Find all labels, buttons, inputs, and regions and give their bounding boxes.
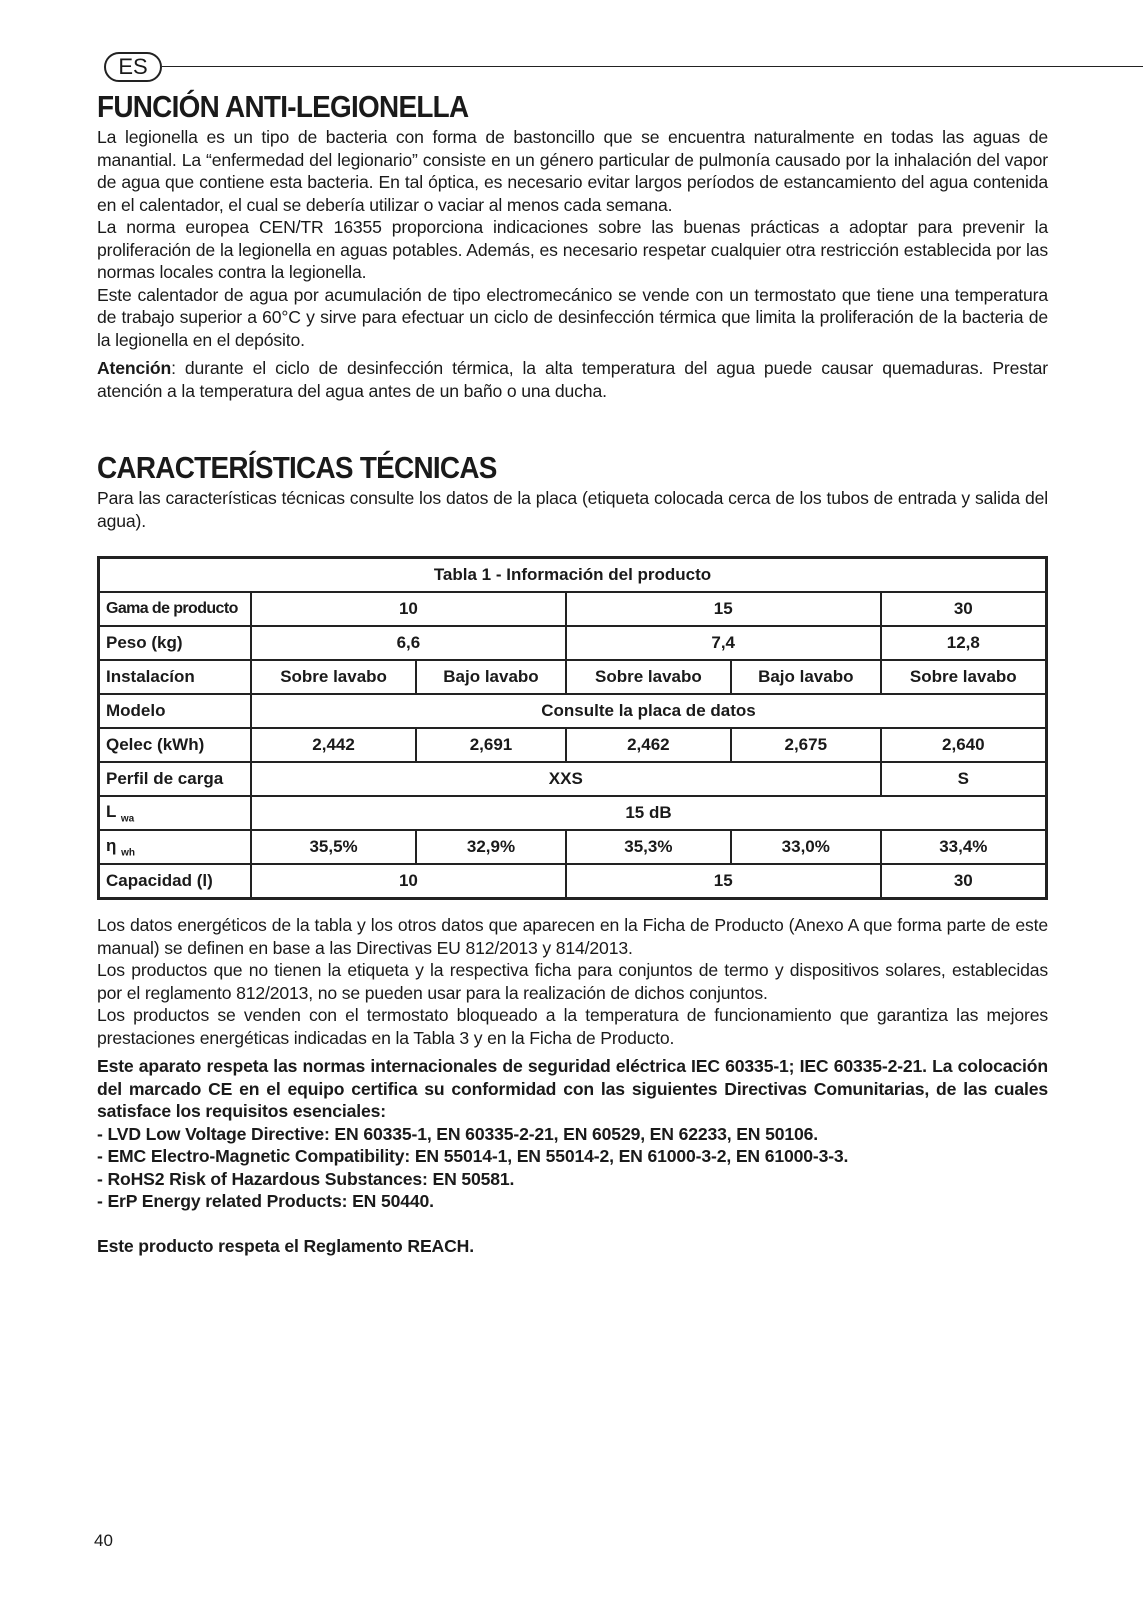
header-rule <box>162 66 1143 67</box>
language-badge: ES <box>104 52 162 82</box>
row-label: Gama de producto <box>99 592 252 626</box>
row-label: Perfil de carga <box>99 762 252 796</box>
directive-item: - ErP Energy related Products: EN 50440. <box>97 1191 434 1211</box>
table-row <box>99 592 1047 626</box>
attention-label: Atención <box>97 358 172 378</box>
page-number: 40 <box>94 1531 113 1550</box>
row-label: Peso (kg) <box>99 626 252 660</box>
table-cell: 2,691 <box>416 728 566 762</box>
row-label-main: η <box>106 835 117 855</box>
row-label <box>99 830 252 864</box>
directive-item: - RoHS2 Risk of Hazardous Substances: EN 50581. <box>97 1168 515 1189</box>
table-cell: 2,462 <box>566 728 731 762</box>
table-cell: Bajo lavabo <box>731 660 881 694</box>
directive-item: - EMC Electro-Magnetic Compatibility: EN 55014-1, EN 55014-2, EN 61000-3-2, EN 61000-3-3. <box>97 1146 849 1166</box>
table-cell: 12,8 <box>881 626 1047 660</box>
table-cell: 33,0% <box>731 830 881 864</box>
table-row <box>99 626 1047 660</box>
table-cell: Sobre lavabo <box>881 660 1047 694</box>
table-cell: 35,5% <box>251 830 416 864</box>
table-row <box>99 762 1047 796</box>
table-cell: 7,4 <box>566 626 881 660</box>
paragraph: Este calentador de agua por acumulación de tipo electromecánico se vende con un termostato que tiene una temperatura de trabajo superior a 60°C y sirve para efectuar un ciclo de desinfección térmica que limita la proliferación de la bacteria de la legionella en el depósito. <box>97 284 1048 350</box>
table-cell: 30 <box>881 592 1047 626</box>
table-cell: 2,442 <box>251 728 416 762</box>
product-info-table <box>97 556 1048 900</box>
row-label: Capacidad (l) <box>99 864 252 899</box>
table-cell: 10 <box>251 592 566 626</box>
table-cell: 15 <box>566 592 881 626</box>
table-cell: 10 <box>251 864 566 899</box>
directive-item: - LVD Low Voltage Directive: EN 60335-1, EN 60335-2-21, EN 60529, EN 62233, EN 50106. <box>97 1123 819 1144</box>
paragraph: Los datos energéticos de la tabla y los otros datos que aparecen en la Ficha de Producto (Anexo A que forma parte de este manual) se definen en base a las Directivas EU 812/2013 y 814/2013. <box>97 915 1048 958</box>
table-row <box>99 694 1047 728</box>
row-label-sub: wh <box>121 847 136 859</box>
table-cell: 35,3% <box>566 830 731 864</box>
row-label <box>99 796 252 830</box>
row-label: Modelo <box>99 694 252 728</box>
reach-statement: Este producto respeta el Reglamento REACH. <box>97 1235 474 1256</box>
table-cell: S <box>881 762 1047 796</box>
table-cell: XXS <box>251 762 881 796</box>
table-cell: Sobre lavabo <box>566 660 731 694</box>
attention-text: : durante el ciclo de desinfección térmica, la alta temperatura del agua puede causar quemaduras. Prestar atención a la temperatura del agua antes de un baño o una ducha. <box>97 358 1048 401</box>
table-cell: 2,675 <box>731 728 881 762</box>
paragraph: Los productos que no tienen la etiqueta y la respectiva ficha para conjuntos de termo y dispositivos solares, establecidas por el reglamento 812/2013, no se pueden usar para la realización de dichos conjuntos. <box>97 960 1048 1003</box>
table-cell: 30 <box>881 864 1047 899</box>
attention-paragraph <box>97 357 1048 402</box>
table-row <box>99 796 1047 830</box>
table-cell: 15 dB <box>251 796 1047 830</box>
table-row <box>99 728 1047 762</box>
row-label-main: L <box>106 801 117 821</box>
table-cell: 15 <box>566 864 881 899</box>
section-title-anti-legionella: FUNCIÓN ANTI-LEGIONELLA <box>97 89 469 124</box>
row-label-sub: wa <box>120 813 135 825</box>
compliance-statement: Este aparato respeta las normas internacionales de seguridad eléctrica IEC 60335-1; IEC 60335-2-21. La colocación del marcado CE en el equipo certifica su conformidad con las siguientes Directivas Comunitarias, de las cuales satisface los requisitos esenciales: <box>97 1056 1048 1121</box>
table-cell: Bajo lavabo <box>416 660 566 694</box>
paragraph: La legionella es un tipo de bacteria con forma de bastoncillo que se encuentra naturalmente en todas las aguas de manantial. La “enfermedad del legionario” consiste en un género particular de pulmonía causado por la inhalación del vapor de agua que contiene esta bacteria. En tal óptica, es necesario evitar largos períodos de estancamiento del agua contenida en el calentador, el cual se debería utilizar o vaciar al menos cada semana. <box>97 127 1048 215</box>
table-cell: 6,6 <box>251 626 566 660</box>
table-cell: Consulte la placa de datos <box>251 694 1047 728</box>
table-cell: 2,640 <box>881 728 1047 762</box>
table-caption: Tabla 1 - Información del producto <box>99 558 1047 593</box>
paragraph: Los productos se venden con el termostato bloqueado a la temperatura de funcionamiento que garantiza las mejores prestaciones energéticas indicadas en la Tabla 3 y en la Ficha de Producto. <box>97 1005 1048 1048</box>
table-cell: 32,9% <box>416 830 566 864</box>
table-row <box>99 830 1047 864</box>
section-title-technical: CARACTERÍSTICAS TÉCNICAS <box>97 450 497 485</box>
row-label: Qelec (kWh) <box>99 728 252 762</box>
table-row <box>99 864 1047 899</box>
page-content <box>97 88 1048 1257</box>
table-row <box>99 660 1047 694</box>
paragraph: Para las características técnicas consulte los datos de la placa (etiqueta colocada cerca de los tubos de entrada y salida del agua). <box>97 488 1048 531</box>
paragraph: La norma europea CEN/TR 16355 proporciona indicaciones sobre las buenas prácticas a adoptar para prevenir la proliferación de la legionella en aguas potables. Además, es necesario respetar cualquier otra restricción establecida por las normas locales contra la legionella. <box>97 217 1048 282</box>
row-label: Instalacíon <box>99 660 252 694</box>
table-cell: Sobre lavabo <box>251 660 416 694</box>
table-cell: 33,4% <box>881 830 1047 864</box>
